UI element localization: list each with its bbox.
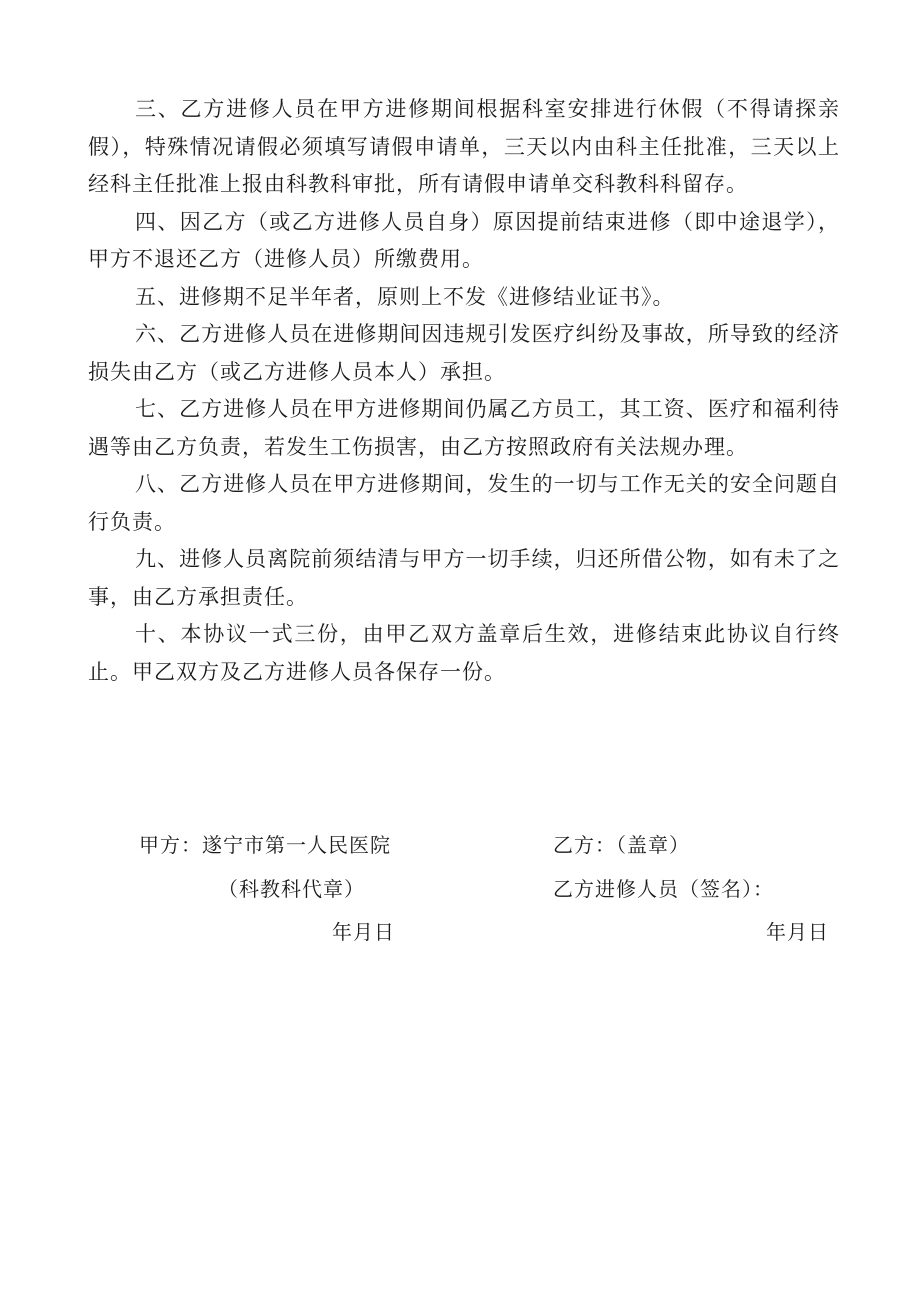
clause-10: 十、本协议一式三份，由甲乙双方盖章后生效，进修结束此协议自行终止。甲乙双方及乙方进修人员各保存一份。 — [88, 622, 840, 684]
clause-4: 四、因乙方（或乙方进修人员自身）原因提前结束进修（即中途退学），甲方不退还乙方（进修人员）所缴费用。 — [88, 209, 840, 271]
party-b-person-signature: 乙方进修人员（签名）： — [553, 877, 774, 901]
party-b-label: 乙方：（盖章） — [553, 833, 690, 857]
clause-6: 六、乙方进修人员在进修期间因违规引发医疗纠纷及事故，所导致的经济损失由乙方（或乙方进修人员本人）承担。 — [88, 322, 840, 384]
clause-7: 七、乙方进修人员在甲方进修期间仍属乙方员工，其工资、医疗和福利待遇等由乙方负责，若发生工伤损害，由乙方按照政府有关法规办理。 — [88, 397, 840, 459]
party-a-label: 甲方：遂宁市第一人民医院 — [139, 833, 391, 857]
party-a-stamp-note: （科教科代章） — [218, 877, 365, 901]
agreement-body — [88, 91, 840, 691]
clause-8: 八、乙方进修人员在甲方进修期间，发生的一切与工作无关的安全问题自行负责。 — [88, 472, 840, 534]
party-a-date: 年月日 — [332, 920, 395, 944]
clause-3: 三、乙方进修人员在甲方进修期间根据科室安排进行休假（不得请探亲假），特殊情况请假必须填写请假申请单，三天以内由科主任批准，三天以上经科主任批准上报由科教科审批，所有请假申请单交科教科科留存。 — [88, 97, 840, 196]
party-b-date: 年月日 — [766, 920, 829, 944]
clause-5: 五、进修期不足半年者，原则上不发《进修结业证书》。 — [135, 284, 675, 309]
clause-9: 九、进修人员离院前须结清与甲方一切手续，归还所借公物，如有未了之事，由乙方承担责任。 — [88, 547, 840, 609]
